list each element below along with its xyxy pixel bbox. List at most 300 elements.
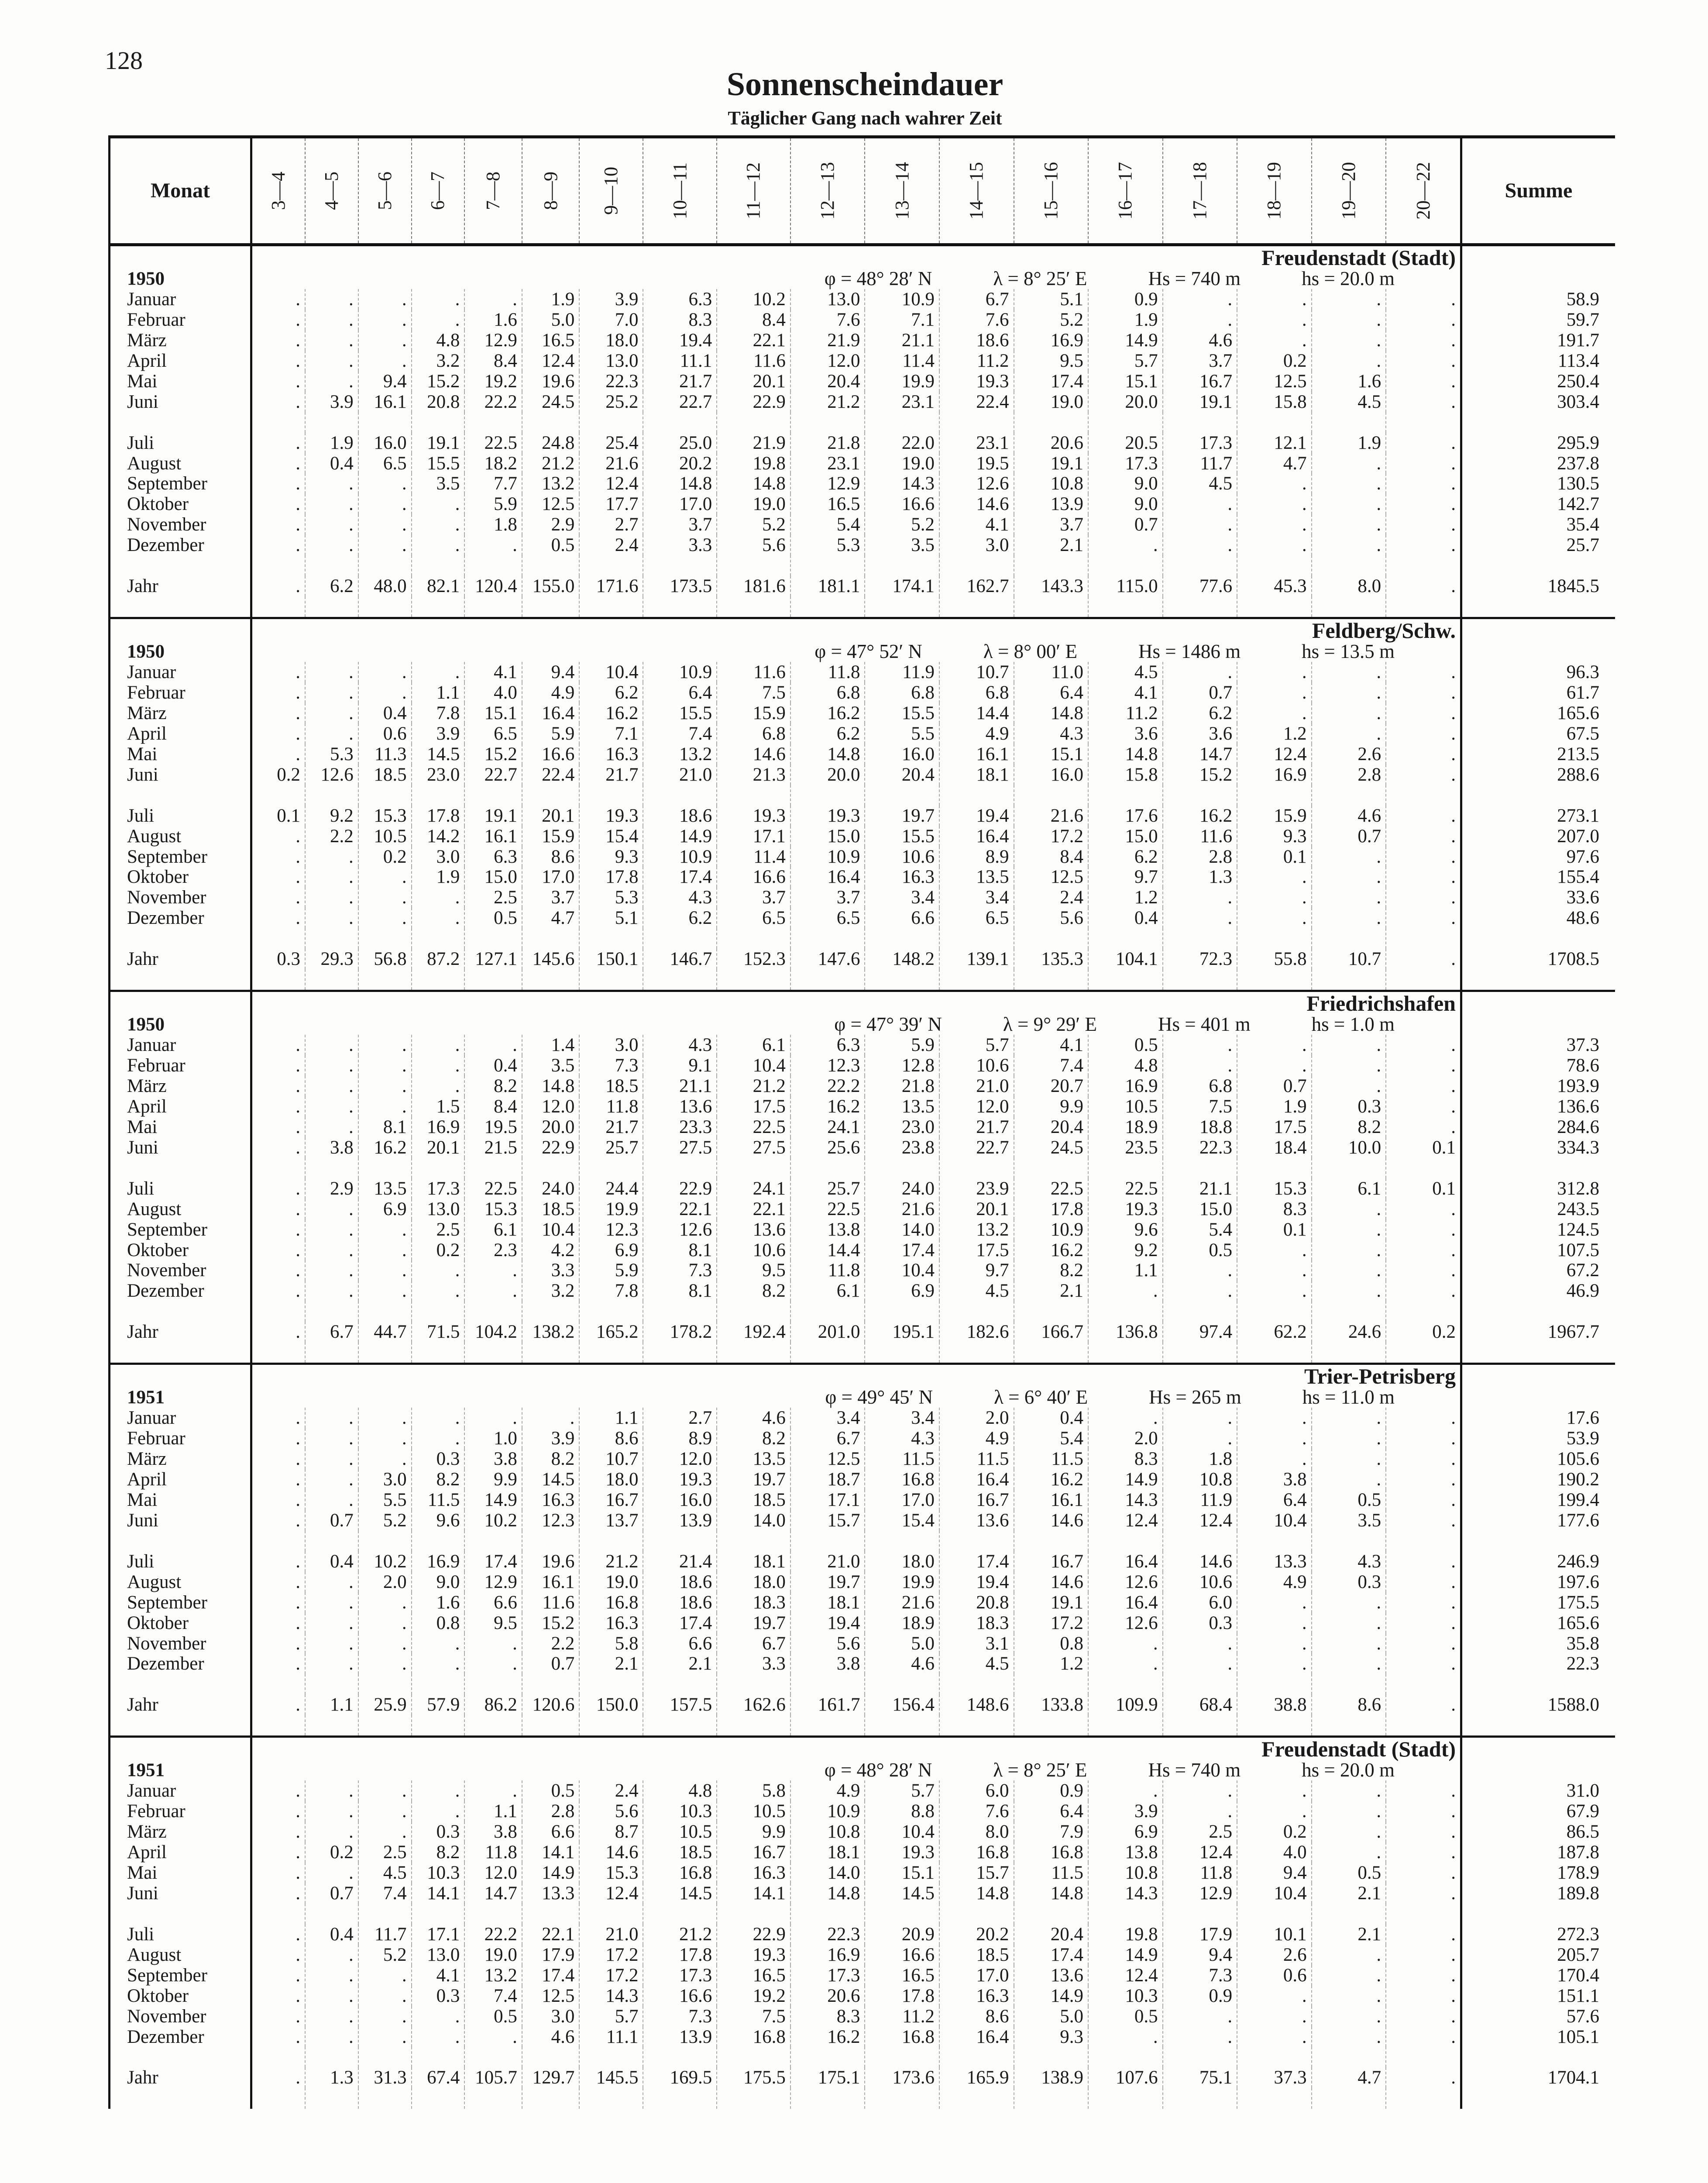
table-cell: . bbox=[1386, 1633, 1461, 1654]
table-row bbox=[110, 1469, 1615, 1490]
table-cell: . bbox=[1386, 371, 1461, 392]
table-cell: 16.8 bbox=[865, 1469, 939, 1490]
table-cell: 16.3 bbox=[579, 744, 643, 764]
table-cell: 7.1 bbox=[865, 310, 939, 330]
row-sum: 246.9 bbox=[1461, 1551, 1615, 1572]
table-cell: . bbox=[1386, 723, 1461, 744]
table-cell: 169.5 bbox=[643, 2067, 717, 2088]
table-cell: 1.2 bbox=[1014, 1653, 1089, 1674]
table-cell: 171.6 bbox=[579, 576, 643, 596]
table-cell: . bbox=[1386, 1965, 1461, 1986]
spacer-cell bbox=[110, 2047, 251, 2067]
table-cell: 6.7 bbox=[790, 1428, 865, 1449]
table-cell: 3.5 bbox=[865, 535, 939, 555]
spacer-cell bbox=[305, 1301, 358, 1322]
table-cell: 157.5 bbox=[643, 1694, 717, 1715]
table-cell: 10.4 bbox=[1237, 1883, 1312, 1904]
station-header-row bbox=[110, 991, 1615, 1015]
table-cell: 16.4 bbox=[522, 703, 579, 723]
table-cell: 16.3 bbox=[579, 1613, 643, 1633]
row-sum: 31.0 bbox=[1461, 1780, 1615, 1801]
table-cell: . bbox=[305, 2006, 358, 2027]
spacer-cell bbox=[1014, 928, 1089, 949]
table-cell: 15.7 bbox=[790, 1510, 865, 1531]
spacer-cell bbox=[251, 1342, 305, 1364]
table-cell: . bbox=[1163, 1260, 1237, 1281]
table-cell: . bbox=[305, 1821, 358, 1842]
table-cell: 15.2 bbox=[522, 1613, 579, 1633]
table-row bbox=[110, 1863, 1615, 1883]
header-hour bbox=[865, 137, 939, 245]
table-cell: 10.5 bbox=[358, 826, 412, 847]
table-cell: 15.1 bbox=[1088, 371, 1163, 392]
row-label: April bbox=[110, 723, 251, 744]
table-cell: 20.5 bbox=[1088, 433, 1163, 453]
table-row bbox=[110, 310, 1615, 330]
spacer-cell bbox=[717, 1158, 790, 1178]
spacer-cell bbox=[251, 1904, 305, 1924]
spacer-cell bbox=[717, 785, 790, 806]
table-cell: 16.0 bbox=[358, 433, 412, 453]
spacer-cell bbox=[412, 1301, 465, 1322]
table-cell: . bbox=[305, 1490, 358, 1510]
table-row bbox=[110, 908, 1615, 928]
spacer-cell bbox=[412, 2047, 465, 2067]
table-cell: 4.5 bbox=[1312, 392, 1386, 412]
table-cell: 4.8 bbox=[1088, 1055, 1163, 1076]
table-cell: . bbox=[1386, 1510, 1461, 1531]
table-cell: 181.1 bbox=[790, 576, 865, 596]
table-cell: 16.0 bbox=[865, 744, 939, 764]
spacer-cell bbox=[464, 1715, 522, 1736]
coord-phi: φ = 47° 52′ N bbox=[814, 640, 922, 663]
table-cell: 162.7 bbox=[939, 576, 1014, 596]
table-cell: 9.0 bbox=[1088, 473, 1163, 494]
table-cell: 17.2 bbox=[579, 1965, 643, 1986]
table-row bbox=[110, 1551, 1615, 1572]
table-cell: 19.9 bbox=[579, 1199, 643, 1219]
table-cell: 15.2 bbox=[1163, 764, 1237, 785]
table-cell: 0.3 bbox=[1312, 1572, 1386, 1592]
table-row bbox=[110, 1076, 1615, 1096]
table-cell: 4.3 bbox=[643, 887, 717, 908]
table-cell: . bbox=[1386, 1924, 1461, 1945]
spacer-cell bbox=[717, 1715, 790, 1736]
header-hour bbox=[305, 137, 358, 245]
spacer-cell bbox=[579, 785, 643, 806]
table-cell: 4.7 bbox=[1312, 2067, 1386, 2088]
table-cell: 5.7 bbox=[1088, 351, 1163, 371]
station-name: Freudenstadt (Stadt) bbox=[251, 245, 1461, 269]
table-cell: . bbox=[412, 1281, 465, 1301]
table-cell: 16.9 bbox=[1014, 330, 1089, 351]
table-cell: . bbox=[464, 1633, 522, 1654]
table-cell: . bbox=[412, 535, 465, 555]
table-cell: 15.0 bbox=[1163, 1199, 1237, 1219]
table-cell: 13.0 bbox=[790, 289, 865, 310]
table-cell: 14.9 bbox=[522, 1863, 579, 1883]
table-cell: . bbox=[1237, 2006, 1312, 2027]
table-cell: 11.3 bbox=[358, 744, 412, 764]
spacer-cell bbox=[1088, 928, 1163, 949]
table-cell: 3.3 bbox=[643, 535, 717, 555]
table-cell: 8.6 bbox=[1312, 1694, 1386, 1715]
station-coordinates bbox=[251, 1014, 1461, 1035]
row-label: Jahr bbox=[110, 2067, 251, 2088]
table-cell: 13.2 bbox=[522, 473, 579, 494]
table-cell: . bbox=[1088, 535, 1163, 555]
spacer-cell bbox=[305, 596, 358, 618]
table-cell: 45.3 bbox=[1237, 576, 1312, 596]
table-cell: . bbox=[1386, 847, 1461, 867]
table-cell: . bbox=[358, 1055, 412, 1076]
spacer-cell bbox=[579, 928, 643, 949]
spacer-cell bbox=[522, 1904, 579, 1924]
table-cell: . bbox=[1237, 1035, 1312, 1055]
table-cell: 0.5 bbox=[1088, 2006, 1163, 2027]
row-label: Jahr bbox=[110, 576, 251, 596]
row-label: Oktober bbox=[110, 494, 251, 514]
table-cell: 19.5 bbox=[939, 453, 1014, 474]
table-cell: 13.3 bbox=[1237, 1551, 1312, 1572]
spacer-cell bbox=[464, 1904, 522, 1924]
row-label: September bbox=[110, 1592, 251, 1613]
table-cell: 4.9 bbox=[939, 723, 1014, 744]
table-cell: . bbox=[251, 1572, 305, 1592]
table-cell: 18.6 bbox=[643, 806, 717, 826]
table-cell: 6.3 bbox=[643, 289, 717, 310]
table-cell: . bbox=[1386, 1449, 1461, 1469]
table-cell: 12.9 bbox=[1163, 1883, 1237, 1904]
station-label-cell bbox=[110, 991, 251, 1015]
table-cell: 17.0 bbox=[522, 867, 579, 887]
table-cell: 19.4 bbox=[939, 806, 1014, 826]
row-sum: 273.1 bbox=[1461, 806, 1615, 826]
table-cell: . bbox=[305, 1986, 358, 2006]
spacer-cell bbox=[1237, 2088, 1312, 2109]
table-cell: 11.6 bbox=[717, 351, 790, 371]
table-cell: . bbox=[1386, 1551, 1461, 1572]
table-cell: 13.6 bbox=[717, 1219, 790, 1240]
table-cell: 2.8 bbox=[1312, 764, 1386, 785]
table-cell: 1.8 bbox=[464, 514, 522, 535]
spacer-cell bbox=[522, 928, 579, 949]
table-cell: . bbox=[1386, 494, 1461, 514]
table-cell: . bbox=[358, 1613, 412, 1633]
table-cell: 162.6 bbox=[717, 1694, 790, 1715]
table-cell: 14.3 bbox=[865, 473, 939, 494]
table-row bbox=[110, 1240, 1615, 1260]
table-cell: . bbox=[1237, 1613, 1312, 1633]
table-cell: . bbox=[1312, 908, 1386, 928]
table-cell: . bbox=[464, 1281, 522, 1301]
table-cell: 5.2 bbox=[358, 1510, 412, 1531]
table-cell: 145.5 bbox=[579, 2067, 643, 2088]
spacer-cell bbox=[1461, 1715, 1615, 1736]
table-cell: 20.6 bbox=[1014, 433, 1089, 453]
table-row bbox=[110, 2006, 1615, 2027]
header-hour-label: 11—12 bbox=[742, 162, 764, 220]
table-cell: 3.7 bbox=[790, 887, 865, 908]
table-cell: 4.9 bbox=[522, 682, 579, 703]
row-label: Oktober bbox=[110, 1986, 251, 2006]
table-cell: . bbox=[1163, 1035, 1237, 1055]
table-cell: . bbox=[1386, 1240, 1461, 1260]
table-cell: . bbox=[251, 1490, 305, 1510]
table-cell: 17.4 bbox=[939, 1551, 1014, 1572]
spacer-cell bbox=[251, 596, 305, 618]
spacer-row bbox=[110, 1715, 1615, 1736]
header-hour-label: 14—15 bbox=[966, 162, 987, 220]
table-row bbox=[110, 703, 1615, 723]
table-cell: 18.1 bbox=[790, 1842, 865, 1863]
table-row-year-total bbox=[110, 1694, 1615, 1715]
table-cell: 22.2 bbox=[464, 1924, 522, 1945]
spacer-cell bbox=[358, 1342, 412, 1364]
spacer-cell bbox=[1163, 2088, 1237, 2109]
table-cell: 24.0 bbox=[522, 1178, 579, 1199]
table-cell: . bbox=[1386, 2006, 1461, 2027]
table-cell: . bbox=[1312, 494, 1386, 514]
table-row bbox=[110, 1510, 1615, 1531]
table-cell: . bbox=[251, 1510, 305, 1531]
table-cell: 16.3 bbox=[522, 1490, 579, 1510]
table-cell: . bbox=[1386, 744, 1461, 764]
table-cell: 16.7 bbox=[1163, 371, 1237, 392]
table-cell: . bbox=[305, 1613, 358, 1633]
spacer-cell bbox=[1312, 1342, 1386, 1364]
table-cell: 13.0 bbox=[412, 1945, 465, 1965]
row-label: Januar bbox=[110, 1408, 251, 1428]
table-cell: . bbox=[251, 887, 305, 908]
spacer-cell bbox=[110, 1342, 251, 1364]
table-cell: 16.6 bbox=[643, 1986, 717, 2006]
spacer-cell bbox=[1014, 1904, 1089, 1924]
table-cell: . bbox=[251, 1883, 305, 1904]
spacer-cell bbox=[717, 1301, 790, 1322]
table-cell: . bbox=[305, 1117, 358, 1137]
spacer-cell bbox=[251, 2088, 305, 2109]
table-cell: 3.9 bbox=[1088, 1801, 1163, 1821]
table-cell: . bbox=[358, 1801, 412, 1821]
table-cell: 152.3 bbox=[717, 949, 790, 969]
table-cell: 0.3 bbox=[412, 1821, 465, 1842]
table-cell: . bbox=[1088, 1653, 1163, 1674]
table-cell: 4.5 bbox=[358, 1863, 412, 1883]
table-cell: 21.2 bbox=[717, 1076, 790, 1096]
row-label: April bbox=[110, 351, 251, 371]
table-cell: . bbox=[1237, 289, 1312, 310]
table-cell: . bbox=[1386, 1260, 1461, 1281]
spacer-cell bbox=[305, 555, 358, 576]
spacer-cell bbox=[939, 555, 1014, 576]
table-cell: 3.6 bbox=[1088, 723, 1163, 744]
spacer-cell bbox=[305, 1158, 358, 1178]
table-cell: . bbox=[1386, 908, 1461, 928]
table-cell: . bbox=[412, 494, 465, 514]
table-cell: . bbox=[305, 1199, 358, 1219]
row-sum: 33.6 bbox=[1461, 887, 1615, 908]
spacer-cell bbox=[1014, 555, 1089, 576]
row-label: Juli bbox=[110, 1178, 251, 1199]
table-cell: 23.3 bbox=[643, 1117, 717, 1137]
table-cell: 12.6 bbox=[305, 764, 358, 785]
spacer-cell bbox=[865, 412, 939, 433]
table-cell: . bbox=[1312, 310, 1386, 330]
table-cell: . bbox=[305, 662, 358, 682]
spacer-cell bbox=[251, 1531, 305, 1551]
table-cell: 15.2 bbox=[412, 371, 465, 392]
spacer-cell bbox=[1088, 1904, 1163, 1924]
row-sum: 53.9 bbox=[1461, 1428, 1615, 1449]
table-cell: 5.2 bbox=[717, 514, 790, 535]
table-cell: 12.0 bbox=[790, 351, 865, 371]
table-cell: 7.4 bbox=[358, 1883, 412, 1904]
table-cell: 19.0 bbox=[464, 1945, 522, 1965]
header-hour bbox=[579, 137, 643, 245]
table-cell: . bbox=[251, 826, 305, 847]
table-cell: 104.2 bbox=[464, 1322, 522, 1342]
spacer-cell bbox=[358, 785, 412, 806]
table-cell: . bbox=[1312, 1945, 1386, 1965]
spacer-cell bbox=[110, 555, 251, 576]
table-cell: 145.6 bbox=[522, 949, 579, 969]
table-cell: 7.6 bbox=[939, 310, 1014, 330]
table-cell: 14.9 bbox=[1014, 1986, 1089, 2006]
table-cell: 17.0 bbox=[939, 1965, 1014, 1986]
spacer-cell bbox=[522, 596, 579, 618]
table-cell: 8.4 bbox=[464, 351, 522, 371]
table-cell: . bbox=[1237, 1260, 1312, 1281]
table-cell: 22.5 bbox=[464, 433, 522, 453]
table-cell: 6.6 bbox=[865, 908, 939, 928]
spacer-cell bbox=[939, 1715, 1014, 1736]
table-cell: 3.4 bbox=[790, 1408, 865, 1428]
table-cell: 6.7 bbox=[717, 1633, 790, 1654]
row-sum: 165.6 bbox=[1461, 1613, 1615, 1633]
table-cell: 8.2 bbox=[717, 1428, 790, 1449]
spacer-cell bbox=[790, 412, 865, 433]
table-cell: 7.3 bbox=[643, 2006, 717, 2027]
table-cell: 0.7 bbox=[1312, 826, 1386, 847]
table-cell: 16.9 bbox=[790, 1945, 865, 1965]
table-cell: 14.9 bbox=[1088, 330, 1163, 351]
table-row bbox=[110, 330, 1615, 351]
spacer-cell bbox=[1088, 412, 1163, 433]
row-sum: 57.6 bbox=[1461, 2006, 1615, 2027]
table-cell: 5.7 bbox=[865, 1780, 939, 1801]
row-label: Juni bbox=[110, 1883, 251, 1904]
table-cell: . bbox=[1386, 1281, 1461, 1301]
table-cell: . bbox=[1163, 289, 1237, 310]
table-cell: 11.5 bbox=[865, 1449, 939, 1469]
spacer-cell bbox=[865, 1342, 939, 1364]
table-cell: 21.2 bbox=[643, 1924, 717, 1945]
table-cell: 6.7 bbox=[305, 1322, 358, 1342]
table-cell: 14.1 bbox=[522, 1842, 579, 1863]
spacer-cell bbox=[579, 1158, 643, 1178]
table-cell: . bbox=[305, 1863, 358, 1883]
row-sum: 1967.7 bbox=[1461, 1322, 1615, 1342]
header-sum: Summe bbox=[1461, 137, 1615, 245]
table-cell: 8.6 bbox=[579, 1428, 643, 1449]
table-cell: . bbox=[1312, 473, 1386, 494]
table-cell: 16.8 bbox=[643, 1863, 717, 1883]
table-cell: . bbox=[464, 1408, 522, 1428]
table-cell: . bbox=[1237, 494, 1312, 514]
table-cell: 14.9 bbox=[1088, 1469, 1163, 1490]
table-row bbox=[110, 1965, 1615, 1986]
spacer-cell bbox=[1461, 596, 1615, 618]
table-cell: 14.8 bbox=[939, 1883, 1014, 1904]
spacer-cell bbox=[1163, 785, 1237, 806]
spacer-cell bbox=[865, 1531, 939, 1551]
table-cell: 148.2 bbox=[865, 949, 939, 969]
row-sum: 67.5 bbox=[1461, 723, 1615, 744]
table-cell: 82.1 bbox=[412, 576, 465, 596]
table-cell: 3.7 bbox=[1163, 351, 1237, 371]
table-cell: 9.2 bbox=[1088, 1240, 1163, 1260]
table-cell: . bbox=[1386, 433, 1461, 453]
table-cell: 1.3 bbox=[1163, 867, 1237, 887]
table-cell: 107.6 bbox=[1088, 2067, 1163, 2088]
header-hour-label: 15—16 bbox=[1040, 162, 1062, 220]
table-cell: 5.6 bbox=[1014, 908, 1089, 928]
table-cell: 12.8 bbox=[865, 1055, 939, 1076]
table-cell: . bbox=[1312, 1076, 1386, 1096]
spacer-cell bbox=[579, 1715, 643, 1736]
table-cell: 13.0 bbox=[579, 351, 643, 371]
spacer-row bbox=[110, 1531, 1615, 1551]
table-cell: 2.9 bbox=[522, 514, 579, 535]
spacer-cell bbox=[1163, 412, 1237, 433]
table-cell: 10.5 bbox=[717, 1801, 790, 1821]
station-geo-row bbox=[110, 1387, 1615, 1408]
table-cell: 21.2 bbox=[522, 453, 579, 474]
spacer-cell bbox=[579, 969, 643, 991]
row-label: Februar bbox=[110, 1428, 251, 1449]
table-cell: 6.1 bbox=[1312, 1178, 1386, 1199]
header-hour bbox=[1163, 137, 1237, 245]
table-cell: 2.6 bbox=[1237, 1945, 1312, 1965]
table-cell: 10.4 bbox=[522, 1219, 579, 1240]
table-cell: . bbox=[1237, 887, 1312, 908]
table-cell: 16.9 bbox=[1088, 1076, 1163, 1096]
table-cell: 19.1 bbox=[412, 433, 465, 453]
table-cell: 8.2 bbox=[717, 1281, 790, 1301]
table-cell: . bbox=[1163, 1281, 1237, 1301]
table-cell: 19.9 bbox=[865, 371, 939, 392]
table-cell: 16.2 bbox=[1014, 1469, 1089, 1490]
table-cell: . bbox=[251, 867, 305, 887]
spacer-cell bbox=[305, 2088, 358, 2109]
table-cell: . bbox=[251, 576, 305, 596]
table-cell: 2.1 bbox=[1312, 1883, 1386, 1904]
table-cell: 15.3 bbox=[464, 1199, 522, 1219]
page-number: 128 bbox=[105, 46, 143, 75]
table-cell: . bbox=[358, 1281, 412, 1301]
table-cell: 3.8 bbox=[305, 1137, 358, 1158]
spacer-cell bbox=[1386, 1301, 1461, 1322]
row-sum: 96.3 bbox=[1461, 662, 1615, 682]
table-cell: 182.6 bbox=[939, 1322, 1014, 1342]
table-cell: 24.5 bbox=[522, 392, 579, 412]
table-cell: 14.1 bbox=[412, 1883, 465, 1904]
table-cell: . bbox=[1312, 1633, 1386, 1654]
table-cell: 4.6 bbox=[1312, 806, 1386, 826]
row-label: Januar bbox=[110, 289, 251, 310]
coord-phi: φ = 49° 45′ N bbox=[825, 1386, 933, 1408]
